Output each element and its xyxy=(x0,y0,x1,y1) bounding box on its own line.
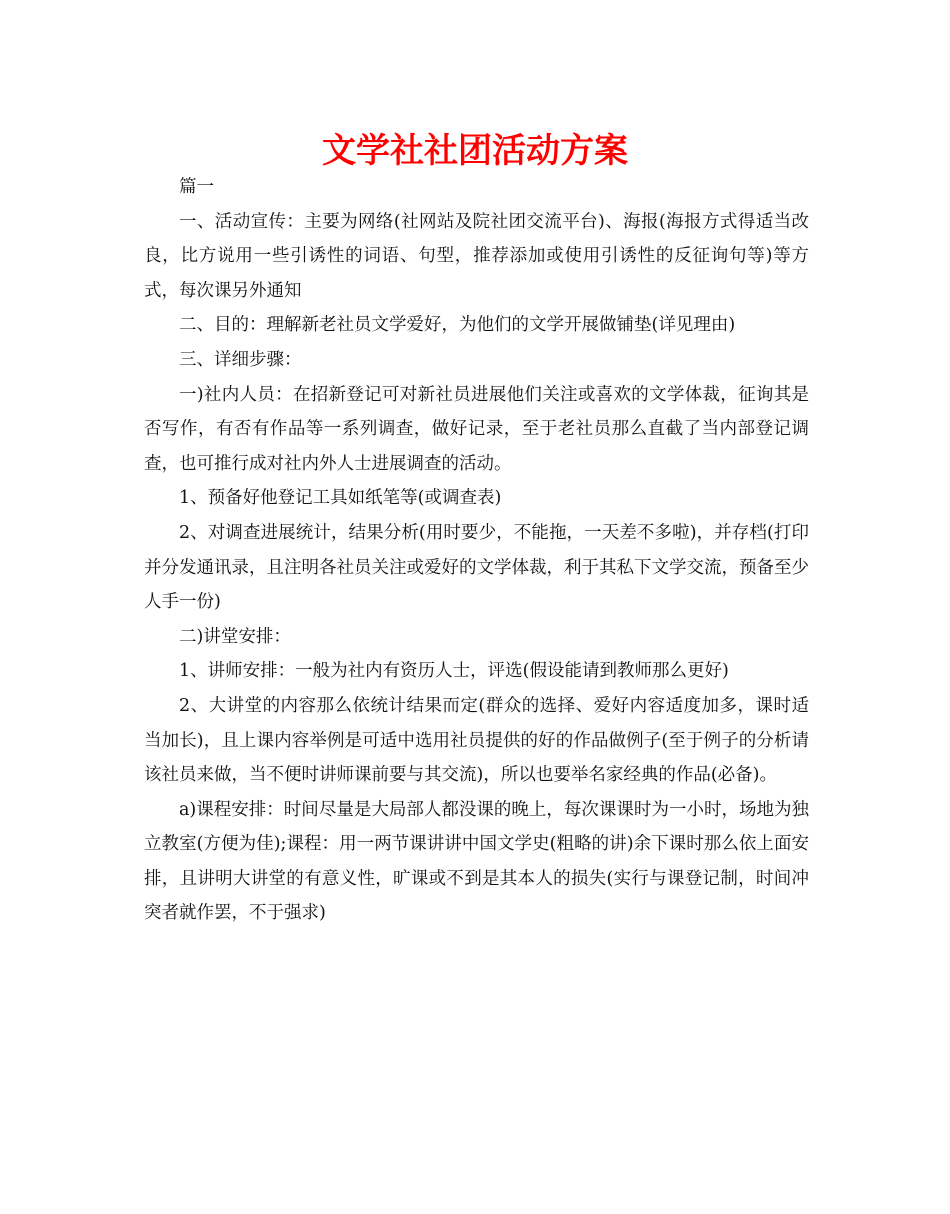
paragraph-course-schedule: a)课程安排：时间尽量是大局部人都没课的晚上，每次课课时为一小时，场地为独立教室(方便为佳);课程：用一两节课讲讲中国文学史(粗略的讲)余下课时那么依上面安排，且讲明大讲堂的有意义性，旷课或不到是其本人的损失(实行与课登记制，时间冲突者就作罢，不于强求) xyxy=(144,799,809,924)
paragraph-lecturer: 1、讲师安排：一般为社内有资历人士，评选(假设能请到教师那么更好) xyxy=(179,661,729,682)
paragraph-lecture-content: 2、大讲堂的内容那么依统计结果而定(群众的选择、爱好内容适度加多，课时适当加长)，且上课内容举例是可适中选用社员提供的好的作品做例子(至于例子的分析请该社员来做，当不便时讲师课前要与其交流)，所以也要举名家经典的作品(必备)。 xyxy=(144,695,809,786)
paragraph-publicity: 一、活动宣传：主要为网络(社网站及院社团交流平台)、海报(海报方式得适当改良，比方说用一些引诱性的词语、句型，推荐添加或使用引诱性的反征询句等)等方式，每次课另外通知 xyxy=(144,211,809,301)
document-body xyxy=(144,170,809,931)
paragraph-steps-heading: 三、详细步骤： xyxy=(179,349,302,370)
paragraph-members: 一)社内人员：在招新登记可对新社员进展他们关注或喜欢的文学体裁，征询其是否写作，有否有作品等一系列调查，做好记录，至于老社员那么直截了当内部登记调查，也可推行成对社内外人士进展调查的活动。 xyxy=(144,384,809,474)
document-title: 文学社社团活动方案 xyxy=(322,131,628,171)
paragraph-statistics: 2、对调查进展统计，结果分析(用时要少，不能拖，一天差不多啦)，并存档(打印并分发通讯录，且注明各社员关注或爱好的文学体裁，利于其私下文学交流，预备至少人手一份) xyxy=(144,522,809,613)
paragraph-prepare-tools: 1、预备好他登记工具如纸笔等(或调查表) xyxy=(179,488,502,509)
paragraph-lecture-heading: 二)讲堂安排： xyxy=(179,626,291,647)
paragraph-purpose: 二、目的：理解新老社员文学爱好，为他们的文学开展做铺垫(详见理由) xyxy=(179,315,736,336)
paragraph-section-label: 篇一 xyxy=(179,177,214,197)
